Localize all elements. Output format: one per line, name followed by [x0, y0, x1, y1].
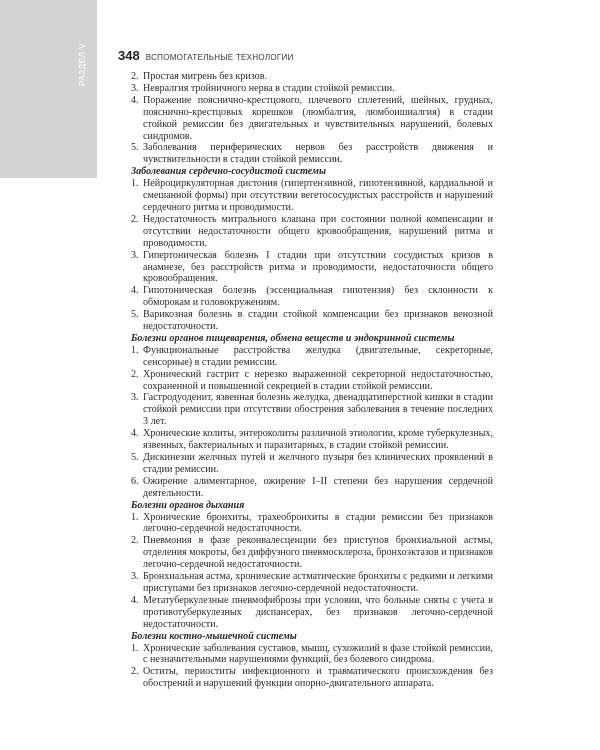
list-item-text: Поражение пояснично-крестцового, плечевого сплетений, шейных, грудных, пояснично-крестцовых корешков (люмбалгия, люмбоишиалгия) в стадии стойкой ремиссии без двигательных и чувствительных нарушений, болевых синдромов.	[143, 94, 493, 142]
list-item-text: Гипертоническая болезнь I стадии при отсутствии сосудистых кризов в анамнезе, без расстройств ритма и проводимости, недостаточности общего кровообращения.	[143, 249, 493, 285]
list-item-number: 2.	[131, 213, 139, 225]
list-item-text: Невралгия тройничного нерва в стадии стойкой ремиссии.	[143, 82, 395, 94]
list-item-text: Гастродуоденит, язвенная болезнь желудка, двенадцатиперстной кишки в стадии стойкой ремиссии при отсутствии обострения заболевания в течение последних 3 лет.	[143, 392, 493, 428]
list-item-number: 5.	[131, 142, 139, 154]
list-item	[131, 392, 493, 428]
list-item	[131, 250, 493, 286]
list-item-number: 3.	[131, 249, 139, 261]
list-item	[131, 285, 493, 309]
list-item-number: 2.	[131, 535, 139, 547]
list-item	[131, 214, 493, 250]
section-tab	[0, 0, 97, 178]
list-item-number: 4.	[131, 285, 139, 297]
list-item-text: Ожирение алиментарное, ожирение I–II степени без нарушения сердечной деятельности.	[143, 475, 493, 499]
list-item-number: 6.	[131, 475, 139, 487]
list-item	[131, 95, 493, 143]
list-item-number: 3.	[131, 82, 139, 94]
list-item	[131, 309, 493, 333]
section-heading: Болезни костно-мышечной системы	[131, 630, 297, 642]
list-item	[131, 666, 493, 690]
list-item-text: Заболевания периферических нервов без расстройств движения и чувствительности в стадии стойкой ремиссии.	[143, 142, 493, 166]
list-item-text: Бронхиальная астма, хронические астматические бронхиты с редкими и легкими приступами без признаков легочно-сердечной недостаточности.	[143, 571, 493, 594]
list-item	[131, 428, 493, 452]
list-item-text: Гипотоническая болезнь (эссенциальная гипотензия) без склонности к обморокам и головокружениям.	[143, 285, 493, 309]
list-item	[131, 71, 493, 83]
page-number: 348	[118, 48, 140, 63]
page-header	[118, 47, 294, 65]
list-item-text: Варикозная болезнь в стадии стойкой компенсации без признаков венозной недостаточности.	[143, 309, 493, 333]
list-item	[131, 178, 493, 214]
list-item-text: Дискинезии желчных путей и желчного пузыря без клинических проявлений в стадии ремиссии.	[143, 452, 493, 475]
list-item-text: Хронические бронхиты, трахеобронхиты в стадии ремиссии без признаков легочно-сердечной недостаточности.	[143, 511, 493, 535]
list-item-number: 4.	[131, 428, 139, 440]
list-item	[131, 476, 493, 500]
list-item-text: Нейроциркуляторная дистония (гипертензивной, гипотензивной, кардиальной и смешанной формы) при отсутствии вегетососудистых расстройств и нарушений сердечного ритма и проводимости.	[143, 178, 493, 213]
list-item-number: 2.	[131, 666, 139, 678]
page-content	[131, 71, 493, 690]
section-tab-label: РАЗДЕЛ V	[78, 42, 87, 86]
list-item	[131, 345, 493, 369]
list-item-text: Хронические колиты, энтероколиты различной этиологии, кроме туберкулезных, язвенных, бактериальных и паразитарных, в стадии стойкой ремиссии.	[143, 428, 493, 452]
list-item	[131, 142, 493, 166]
list-item	[131, 452, 493, 476]
list-item-text: Функциональные расстройства желудка (двигательные, секреторные, сенсорные) в стадии ремиссии.	[143, 344, 493, 368]
list-item	[131, 595, 493, 631]
list-item	[131, 512, 493, 536]
list-item	[131, 83, 493, 95]
list-item-number: 4.	[131, 94, 139, 106]
section-heading: Болезни органов дыхания	[131, 499, 245, 511]
list-item-number: 5.	[131, 309, 139, 321]
list-item-text: Недостаточность митрального клапана при состоянии полной компенсации и отсутствии недостаточности общего кровообращения, нарушений ритма и проводимости.	[143, 213, 493, 249]
list-item-text: Метатуберкулезные пневмофиброзы при условии, что больные сняты с учета в противотуберкулезных диспансерах, без признаков легочно-сердечной недостаточности.	[143, 594, 493, 630]
list-item-text: Оститы, периоститы инфекционного и травматического происхождения без обострений и нарушений функции опорно-двигательного аппарата.	[143, 666, 493, 690]
list-item-number: 1.	[131, 642, 139, 654]
section-heading: Заболевания сердечно-сосудистой системы	[131, 166, 326, 178]
list-item-number: 5.	[131, 452, 139, 463]
list-item-number: 3.	[131, 392, 139, 404]
list-item-text: Пневмония в фазе реконвалесценции без приступов бронхиальной астмы, отделения мокроты, без диффузного пневмосклероза, бронхоэктазов и признаков легочно-сердечной недостаточности.	[143, 535, 493, 571]
list-item-number: 1.	[131, 178, 139, 190]
list-item-text: Простая мигрень без кризов.	[143, 71, 268, 82]
list-item	[131, 571, 493, 595]
list-item	[131, 369, 493, 393]
list-item-number: 3.	[131, 571, 139, 583]
list-item-number: 1.	[131, 511, 139, 523]
list-item-number: 1.	[131, 344, 139, 356]
list-item-text: Хронический гастрит с нерезко выраженной секреторной недостаточностью, сохраненной и повышенной секрецией в стадии стойкой ремиссии.	[143, 368, 493, 392]
list-item	[131, 535, 493, 571]
list-item-number: 2.	[131, 71, 139, 82]
list-item-number: 2.	[131, 368, 139, 380]
list-item	[131, 643, 493, 667]
running-title: ВСПОМОГАТЕЛЬНЫЕ ТЕХНОЛОГИИ	[145, 53, 294, 62]
list-item-number: 4.	[131, 594, 139, 606]
section-heading: Болезни органов пищеварения, обмена веществ и эндокринной системы	[131, 332, 455, 344]
list-item-text: Хронические заболевания суставов, мышц, сухожилий в фазе стойкой ремиссии, с незначительными нарушениями функций, без болевого синдрома.	[143, 642, 493, 666]
